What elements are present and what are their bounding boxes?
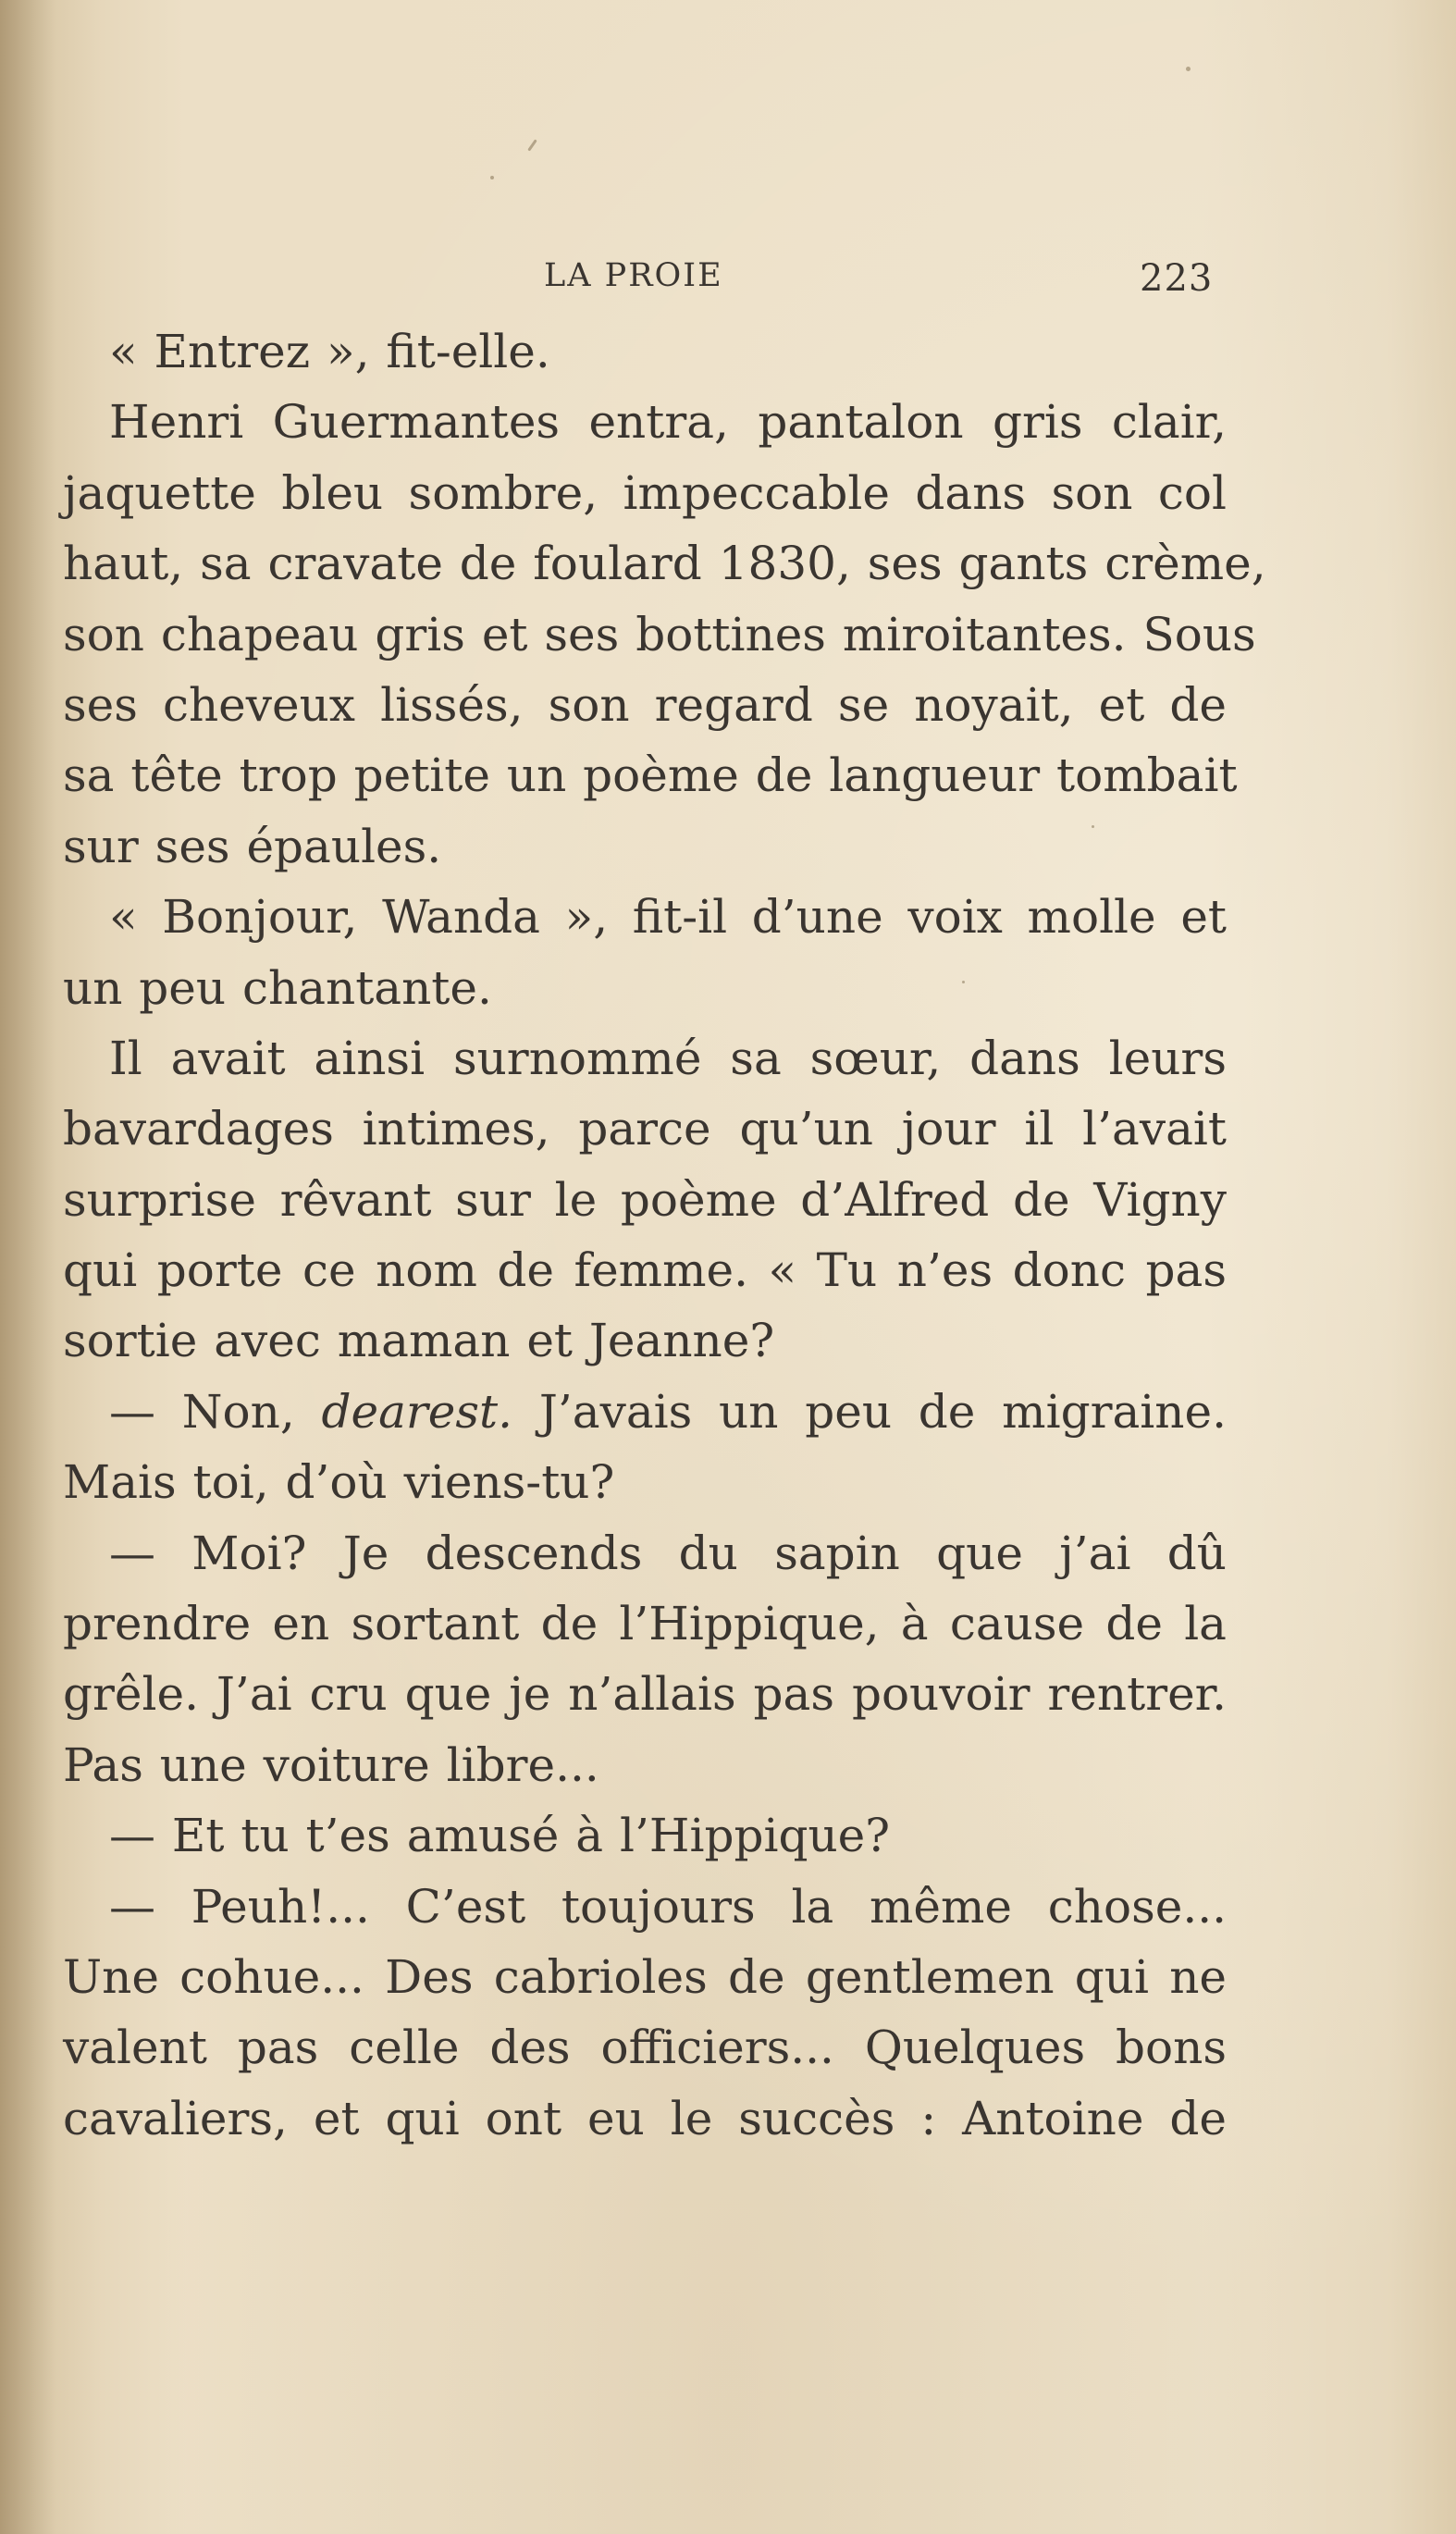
page-number: 223 bbox=[1140, 257, 1214, 300]
text-line: un peu chantante. bbox=[63, 960, 492, 1015]
text-line: ses cheveux lissés, son regard se noyait, et de bbox=[63, 677, 1227, 732]
page-spine-shadow bbox=[0, 0, 56, 2534]
paper-speck bbox=[490, 176, 494, 179]
text-line: prendre en sortant de l’Hippique, à cause de la bbox=[63, 1597, 1227, 1651]
dialogue-dash: — Non, bbox=[109, 1384, 322, 1439]
body-text bbox=[63, 316, 1266, 2154]
text-line: — Et tu t’es amusé à l’Hippique? bbox=[109, 1809, 891, 1863]
text-line: Pas une voiture libre... bbox=[63, 1737, 599, 1792]
text-line: Il avait ainsi surnommé sa sœur, dans leurs bbox=[109, 1031, 1227, 1085]
text-line: — Peuh!... C’est toujours la même chose... bbox=[109, 1879, 1227, 1934]
text-line: son chapeau gris et ses bottines miroitantes. Sous bbox=[63, 607, 1256, 661]
text-line: surprise rêvant sur le poème d’Alfred de Vigny bbox=[63, 1172, 1227, 1227]
text-line: Mais toi, d’où viens-tu? bbox=[63, 1455, 615, 1510]
text-line bbox=[63, 1377, 1227, 1447]
text-line: cavaliers, et qui ont eu le succès : Antoine de bbox=[63, 2091, 1227, 2145]
dialogue-rest: J’avais un peu de migraine. bbox=[512, 1384, 1227, 1439]
text-line: Henri Guermantes entra, pantalon gris clair, bbox=[109, 395, 1227, 450]
paper-speck bbox=[1186, 67, 1191, 71]
text-line: sur ses épaules. bbox=[63, 819, 442, 873]
running-title: LA PROIE bbox=[544, 257, 723, 294]
text-line: sa tête trop petite un poème de langueur tombait bbox=[63, 748, 1238, 803]
paper-speck bbox=[527, 139, 537, 151]
text-line: — Moi? Je descends du sapin que j’ai dû bbox=[109, 1526, 1227, 1580]
text-line: sortie avec maman et Jeanne? bbox=[63, 1314, 775, 1368]
text-line: bavardages intimes, parce qu’un jour il l’avait bbox=[63, 1102, 1227, 1156]
text-line: haut, sa cravate de foulard 1830, ses gants crème, bbox=[63, 537, 1266, 591]
text-line: qui porte ce nom de femme. « Tu n’es donc pas bbox=[63, 1243, 1227, 1298]
italic-word: dearest. bbox=[321, 1384, 513, 1439]
text-line: « Entrez », fit-elle. bbox=[109, 325, 550, 378]
text-line: grêle. J’ai cru que je n’allais pas pouvoir rentrer. bbox=[63, 1667, 1227, 1722]
page-header bbox=[0, 257, 1456, 303]
text-line: Une cohue... Des cabrioles de gentlemen qui ne bbox=[63, 1949, 1227, 2004]
text-line: « Bonjour, Wanda », fit-il d’une voix molle et bbox=[109, 890, 1227, 945]
text-line: valent pas celle des officiers... Quelques bons bbox=[63, 2021, 1227, 2075]
text-line: jaquette bleu sombre, impeccable dans son col bbox=[63, 465, 1227, 520]
